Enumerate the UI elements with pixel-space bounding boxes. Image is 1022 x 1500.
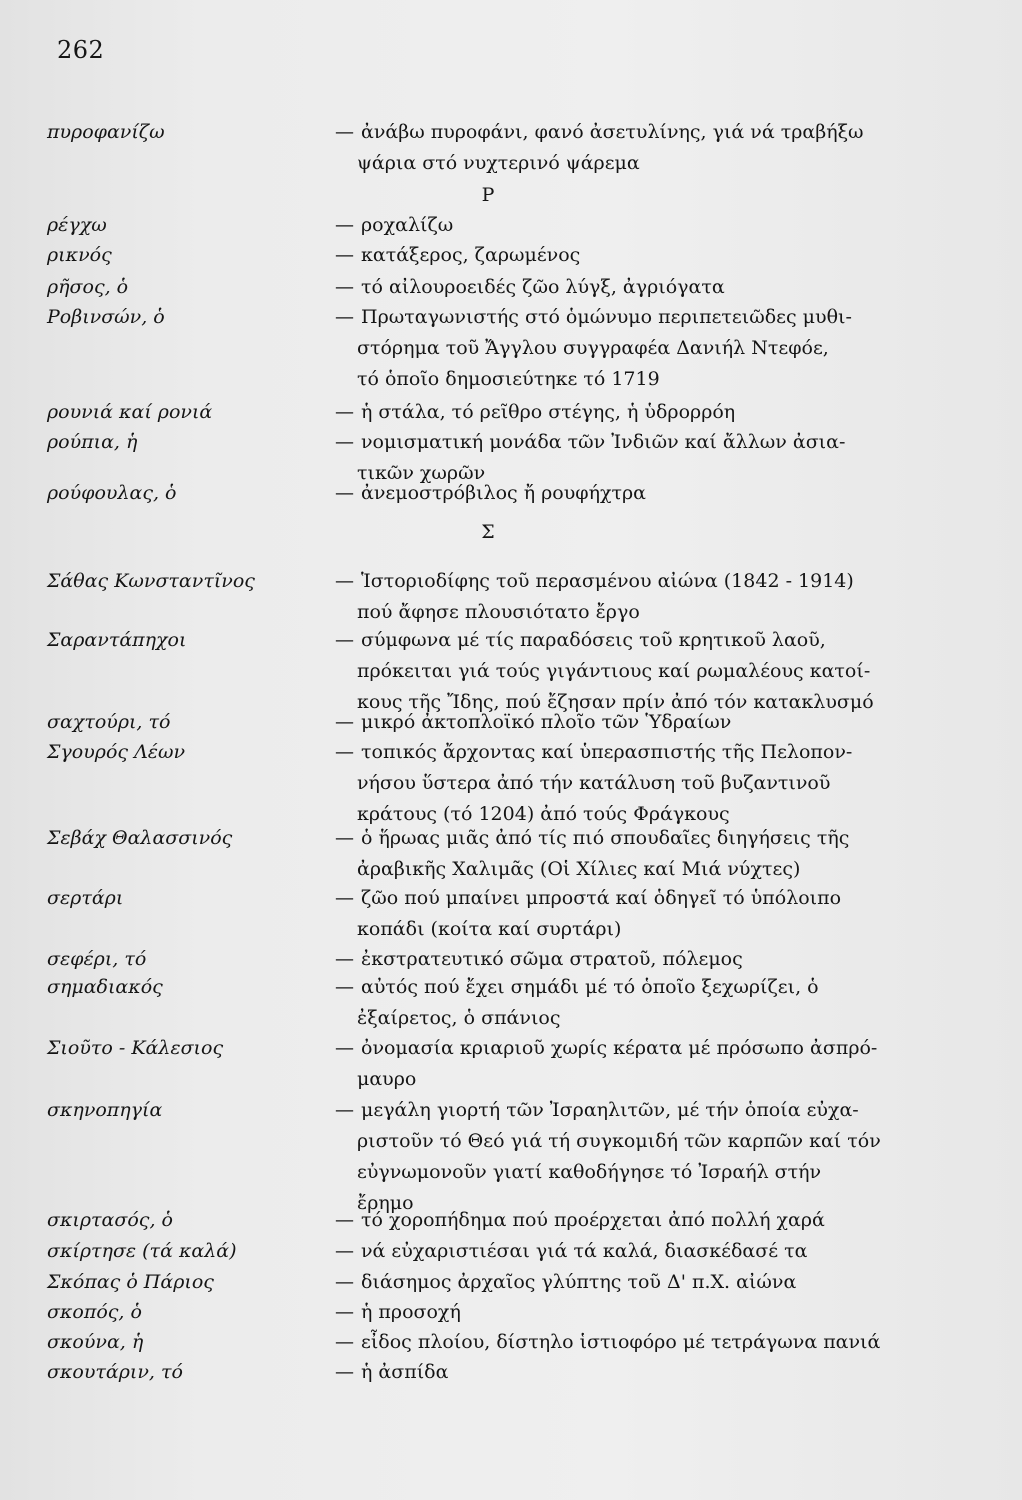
em-dash: — <box>335 711 354 733</box>
definition-text: νομισματική μονάδα τῶν Ἰνδιῶν καί ἄλλων ἀσια- <box>361 431 846 453</box>
definition-text: στόρημα τοῦ Ἄγγλου συγγραφέα Δανιήλ Ντεφόε, <box>357 337 829 359</box>
definition-line <box>335 656 895 687</box>
definition-line <box>335 478 895 509</box>
entry-definition <box>335 117 895 179</box>
entry-definition <box>335 625 895 718</box>
definition-text: κους τῆς Ἴδης, πού ἔζησαν πρίν ἀπό τόν κατακλυσμό <box>357 691 874 713</box>
definition-line <box>335 1357 895 1388</box>
definition-text: πρόκειται γιά τούς γιγάντιους καί ρωμαλέους κατοί- <box>357 660 871 682</box>
entry-term: ρουνιά καί ρονιά <box>47 401 213 423</box>
entry-definition <box>335 944 895 975</box>
entry-term: σκηνοπηγία <box>47 1099 163 1121</box>
definition-text: ἡ ἀσπίδα <box>361 1361 449 1383</box>
definition-text: τό ὁποῖο δημοσιεύτηκε τό 1719 <box>357 368 660 390</box>
em-dash: — <box>335 401 354 423</box>
definition-text: ζῶο πού μπαίνει μπροστά καί ὁδηγεῖ τό ὑπόλοιπο <box>361 887 842 909</box>
entry-term: Σάθας Κωνσταντῖνος <box>47 570 255 592</box>
entry-definition <box>335 302 895 395</box>
definition-text: Πρωταγωνιστής στό ὁμώνυμο περιπετειῶδες μυθι- <box>361 306 852 328</box>
entry-term: Σεβάχ Θαλασσινός <box>47 827 233 849</box>
definition-line <box>335 914 895 945</box>
definition-text: τό αἰλουροειδές ζῶο λύγξ, ἀγριόγατα <box>361 276 725 298</box>
entry-definition <box>335 272 895 303</box>
definition-line <box>335 302 895 333</box>
entry-definition <box>335 1236 895 1267</box>
em-dash: — <box>335 1331 354 1353</box>
entry-term: ρῆσος, ὁ <box>47 276 129 298</box>
section-letter-sigma: Σ <box>481 521 495 543</box>
definition-text: κατάξερος, ζαρωμένος <box>361 244 581 266</box>
entry-definition <box>335 566 895 628</box>
em-dash: — <box>335 1099 354 1121</box>
definition-text: ροχαλίζω <box>361 214 454 236</box>
em-dash: — <box>335 482 354 504</box>
entry-definition <box>335 1357 895 1388</box>
definition-line <box>335 823 895 854</box>
entry-definition <box>335 478 895 509</box>
definition-text: εἶδος πλοίου, δίστηλο ἱστιοφόρο μέ τετράγωνα πανιά <box>361 1331 881 1353</box>
entry-term: Σγουρός Λέων <box>47 741 186 763</box>
section-letter-rho: Ρ <box>481 184 495 206</box>
entry-definition <box>335 737 895 830</box>
em-dash: — <box>335 629 354 651</box>
definition-line <box>335 737 895 768</box>
em-dash: — <box>335 827 354 849</box>
definition-text: ὀνομασία κριαριοῦ χωρίς κέρατα μέ πρόσωπο ἀσπρό- <box>361 1037 878 1059</box>
entry-definition <box>335 1205 895 1236</box>
definition-text: ἔρημο <box>357 1192 414 1214</box>
em-dash: — <box>335 1240 354 1262</box>
definition-line <box>335 1327 895 1358</box>
definition-text: πού ἄφησε πλουσιότατο ἔργο <box>357 601 640 623</box>
entry-term: ρούφουλας, ὁ <box>47 482 177 504</box>
entry-definition <box>335 1095 895 1219</box>
definition-line <box>335 1126 895 1157</box>
definition-text: ἡ στάλα, τό ρεῖθρο στέγης, ἡ ὑδρορρόη <box>361 401 736 423</box>
definition-text: ἡ προσοχή <box>361 1301 461 1323</box>
definition-text: ἀνάβω πυροφάνι, φανό ἀσετυλίνης, γιά νά τραβήξω <box>361 121 864 143</box>
definition-line <box>335 1033 895 1064</box>
em-dash: — <box>335 1361 354 1383</box>
definition-text: μεγάλη γιορτή τῶν Ἰσραηλιτῶν, μέ τήν ὁποία εὐχα- <box>361 1099 859 1121</box>
entry-term: Σκόπας ὁ Πάριος <box>47 1271 214 1293</box>
entry-term: σκουτάριν, τό <box>47 1361 183 1383</box>
entry-term: σκίρτησε (τά καλά) <box>47 1240 237 1262</box>
em-dash: — <box>335 887 354 909</box>
definition-line <box>335 364 895 395</box>
entry-definition <box>335 210 895 241</box>
entry-term: Σιοῦτο - Κάλεσιος <box>47 1037 224 1059</box>
definition-text: ἀνεμοστρόβιλος ἤ ρουφήχτρα <box>361 482 646 504</box>
definition-line <box>335 333 895 364</box>
entry-term: σκιρτασός, ὁ <box>47 1209 173 1231</box>
entry-term: σερτάρι <box>47 887 124 909</box>
definition-text: τό χοροπήδημα πού προέρχεται ἀπό πολλή χαρά <box>361 1209 825 1231</box>
em-dash: — <box>335 1037 354 1059</box>
entry-definition <box>335 1327 895 1358</box>
definition-text: σύμφωνα μέ τίς παραδόσεις τοῦ κρητικοῦ λαοῦ, <box>361 629 826 651</box>
em-dash: — <box>335 948 354 970</box>
em-dash: — <box>335 570 354 592</box>
definition-line <box>335 707 895 738</box>
entry-definition <box>335 240 895 271</box>
definition-text: ἐκστρατευτικό σῶμα στρατοῦ, πόλεμος <box>361 948 743 970</box>
definition-text: μαυρο <box>357 1068 417 1090</box>
definition-text: αὐτός πού ἔχει σημάδι μέ τό ὁποῖο ξεχωρίζει, ὁ <box>361 976 819 998</box>
definition-line <box>335 1095 895 1126</box>
definition-line <box>335 972 895 1003</box>
definition-line <box>335 854 895 885</box>
definition-line <box>335 210 895 241</box>
em-dash: — <box>335 1271 354 1293</box>
entry-definition <box>335 823 895 885</box>
definition-text: τοπικός ἄρχοντας καί ὑπερασπιστής τῆς Πελοπον- <box>361 741 853 763</box>
definition-text: μικρό ἀκτοπλοϊκό πλοῖο τῶν Ὑδραίων <box>361 711 732 733</box>
definition-line <box>335 272 895 303</box>
definition-line <box>335 1064 895 1095</box>
entry-definition <box>335 1033 895 1095</box>
definition-text: ἐξαίρετος, ὁ σπάνιος <box>357 1007 561 1029</box>
definition-text: νά εὐχαριστιέσαι γιά τά καλά, διασκέδασέ τα <box>361 1240 808 1262</box>
em-dash: — <box>335 741 354 763</box>
entry-term: σκούνα, ἡ <box>47 1331 144 1353</box>
definition-line <box>335 1205 895 1236</box>
definition-line <box>335 625 895 656</box>
em-dash: — <box>335 306 354 328</box>
definition-text: κράτους (τό 1204) ἀπό τούς Φράγκους <box>357 803 730 825</box>
entry-term: Ροβινσών, ὁ <box>47 306 165 328</box>
definition-text: κοπάδι (κοίτα καί συρτάρι) <box>357 918 622 940</box>
definition-line <box>335 427 895 458</box>
definition-line <box>335 148 895 179</box>
entry-term: σημαδιακός <box>47 976 163 998</box>
definition-text: ἀραβικῆς Χαλιμᾶς (Οἱ Χίλιες καί Μιά νύχτες) <box>357 858 801 880</box>
definition-text: Ἱστοριοδίφης τοῦ περασμένου αἰώνα (1842 - 1914) <box>361 570 854 592</box>
entry-term: ρικνός <box>47 244 112 266</box>
entry-term: σκοπός, ὁ <box>47 1301 142 1323</box>
em-dash: — <box>335 244 354 266</box>
entry-term: πυροφανίζω <box>47 121 165 143</box>
definition-line <box>335 566 895 597</box>
definition-text: ριστοῦν τό Θεό γιά τή συγκομιδή τῶν καρπῶν καί τόν <box>357 1130 881 1152</box>
em-dash: — <box>335 121 354 143</box>
definition-line <box>335 1003 895 1034</box>
em-dash: — <box>335 976 354 998</box>
definition-text: τικῶν χωρῶν <box>357 462 486 484</box>
definition-line <box>335 883 895 914</box>
em-dash: — <box>335 1209 354 1231</box>
definition-text: ὁ ἥρωας μιᾶς ἀπό τίς πιό σπουδαῖες διηγήσεις τῆς <box>361 827 850 849</box>
em-dash: — <box>335 214 354 236</box>
em-dash: — <box>335 276 354 298</box>
entry-term: ρούπια, ἡ <box>47 431 138 453</box>
em-dash: — <box>335 431 354 453</box>
page-number: 262 <box>57 36 105 64</box>
definition-text: νήσου ὕστερα ἀπό τήν κατάλυση τοῦ βυζαντινοῦ <box>357 772 831 794</box>
definition-line <box>335 1157 895 1188</box>
definition-line <box>335 944 895 975</box>
entry-definition <box>335 707 895 738</box>
entry-term: σαχτούρι, τό <box>47 711 171 733</box>
entry-term: Σαραντάπηχοι <box>47 629 187 651</box>
entry-definition <box>335 1267 895 1298</box>
definition-line <box>335 397 895 428</box>
entry-definition <box>335 883 895 945</box>
definition-line <box>335 1297 895 1328</box>
entry-term: σεφέρι, τό <box>47 948 147 970</box>
definition-line <box>335 117 895 148</box>
definition-line <box>335 768 895 799</box>
definition-line <box>335 597 895 628</box>
entry-definition <box>335 1297 895 1328</box>
definition-text: διάσημος ἀρχαῖος γλύπτης τοῦ Δ' π.Χ. αἰώνα <box>361 1271 797 1293</box>
definition-line <box>335 240 895 271</box>
em-dash: — <box>335 1301 354 1323</box>
definition-line <box>335 1236 895 1267</box>
entry-term: ρέγχω <box>47 214 107 236</box>
definition-text: εὐγνωμονοῦν γιατί καθοδήγησε τό Ἰσραήλ στήν <box>357 1161 822 1183</box>
definition-text: ψάρια στό νυχτερινό ψάρεμα <box>357 152 640 174</box>
definition-line <box>335 1267 895 1298</box>
entry-definition <box>335 972 895 1034</box>
entry-definition <box>335 397 895 428</box>
